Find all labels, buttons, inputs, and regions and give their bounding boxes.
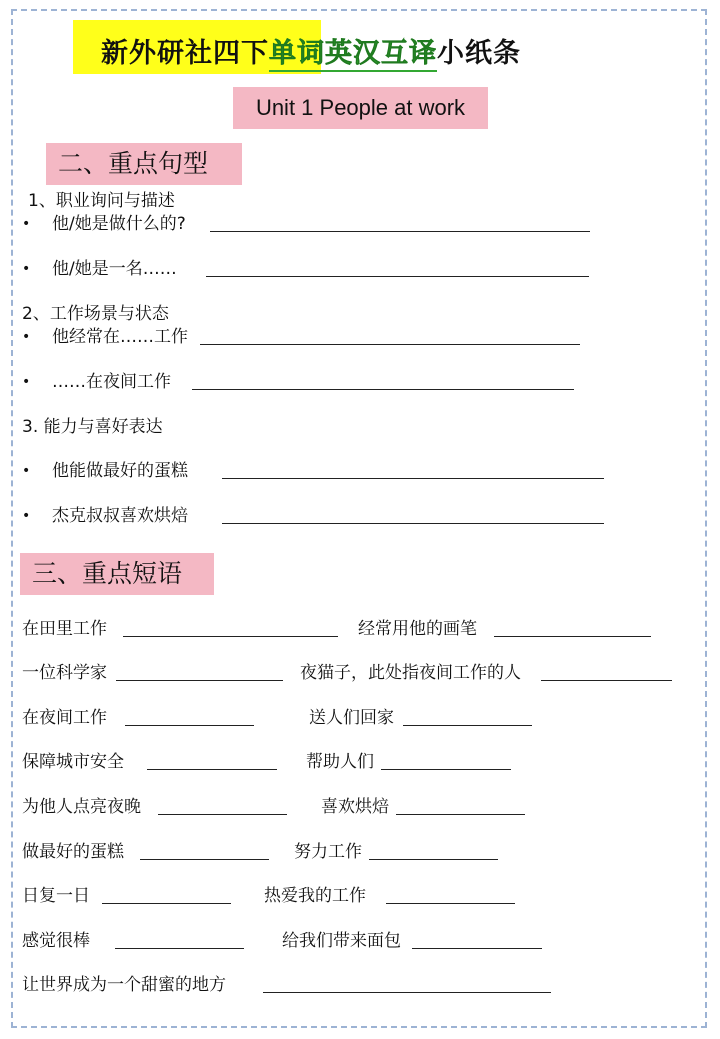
answer-line[interactable] <box>147 769 277 770</box>
phrase: 在田里工作 <box>22 619 107 639</box>
answer-line[interactable] <box>396 814 525 815</box>
phrase: 做最好的蛋糕 <box>22 842 124 862</box>
answer-line[interactable] <box>125 725 254 726</box>
bullet: • <box>22 216 31 232</box>
answer-line[interactable] <box>369 859 498 860</box>
sentence-4: ……在夜间工作 <box>52 372 171 392</box>
bullet: • <box>22 329 31 345</box>
title-part-1: 新外研社四下 <box>101 38 269 69</box>
answer-line[interactable] <box>210 231 590 232</box>
phrase: 努力工作 <box>294 842 362 862</box>
phrase: 送人们回家 <box>309 708 394 728</box>
group-2-label: 2、工作场景与状态 <box>22 304 169 324</box>
answer-line[interactable] <box>200 344 580 345</box>
phrase: 经常用他的画笔 <box>358 619 477 639</box>
phrase: 一位科学家 <box>22 663 107 683</box>
section-3-heading: 三、重点短语 <box>20 553 214 595</box>
phrase: 喜欢烘焙 <box>321 797 389 817</box>
answer-line[interactable] <box>115 948 244 949</box>
unit-label: Unit 1 People at work <box>233 87 488 129</box>
section-2-heading: 二、重点句型 <box>46 143 242 185</box>
answer-line[interactable] <box>222 478 604 479</box>
sentence-2: 他/她是一名…… <box>52 259 177 279</box>
phrase: 保障城市安全 <box>22 752 124 772</box>
phrase: 在夜间工作 <box>22 708 107 728</box>
answer-line[interactable] <box>386 903 515 904</box>
answer-line[interactable] <box>116 680 283 681</box>
answer-line[interactable] <box>412 948 542 949</box>
answer-line[interactable] <box>123 636 338 637</box>
bullet: • <box>22 374 31 390</box>
answer-line[interactable] <box>263 992 551 993</box>
title-part-3: 小纸条 <box>437 38 521 69</box>
bullet: • <box>22 463 31 479</box>
phrase: 给我们带来面包 <box>282 931 401 951</box>
bullet: • <box>22 261 31 277</box>
answer-line[interactable] <box>102 903 231 904</box>
group-1-label: 1、职业询问与描述 <box>28 191 175 211</box>
phrase: 热爱我的工作 <box>264 886 366 906</box>
answer-line[interactable] <box>222 523 604 524</box>
sentence-1: 他/她是做什么的? <box>52 214 186 234</box>
sentence-3: 他经常在……工作 <box>52 327 188 347</box>
phrase: 夜猫子，此处指夜间工作的人 <box>300 663 521 683</box>
answer-line[interactable] <box>403 725 532 726</box>
title-text <box>101 31 521 70</box>
phrase: 为他人点亮夜晚 <box>22 797 141 817</box>
phrase: 让世界成为一个甜蜜的地方 <box>22 975 226 995</box>
sentence-6: 杰克叔叔喜欢烘焙 <box>52 506 188 526</box>
phrase: 日复一日 <box>22 886 90 906</box>
answer-line[interactable] <box>140 859 269 860</box>
answer-line[interactable] <box>541 680 672 681</box>
group-3-label: 3. 能力与喜好表达 <box>22 417 163 437</box>
phrase: 感觉很棒 <box>22 931 90 951</box>
bullet: • <box>22 508 31 524</box>
answer-line[interactable] <box>381 769 511 770</box>
phrase: 帮助人们 <box>306 752 374 772</box>
answer-line[interactable] <box>158 814 287 815</box>
answer-line[interactable] <box>494 636 651 637</box>
sentence-5: 他能做最好的蛋糕 <box>52 461 188 481</box>
answer-line[interactable] <box>192 389 574 390</box>
answer-line[interactable] <box>206 276 589 277</box>
worksheet-title <box>73 20 663 74</box>
title-part-2: 单词英汉互译 <box>269 38 437 72</box>
